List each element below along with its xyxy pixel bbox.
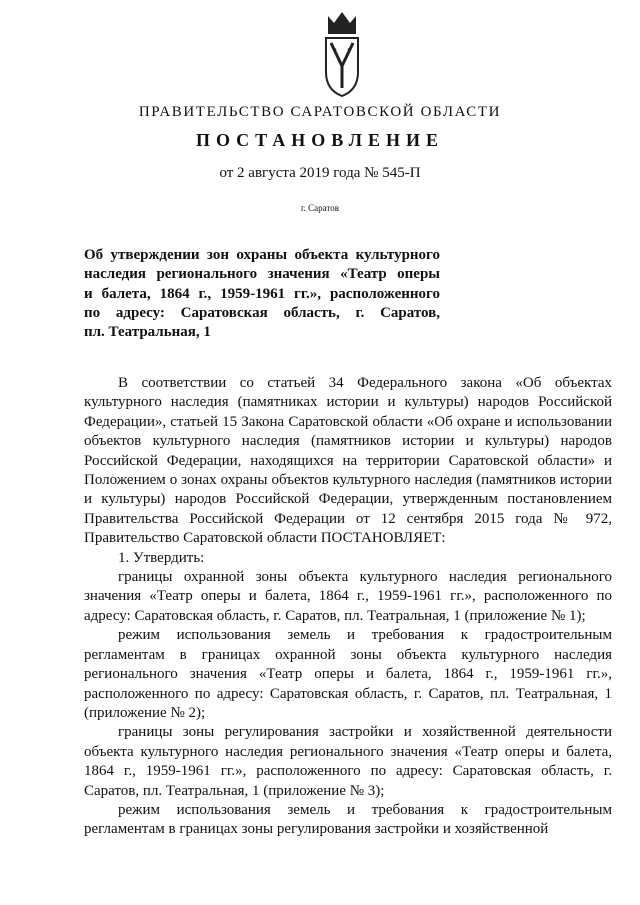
saratov-coat-of-arms-emblem [322, 10, 362, 98]
document-body [84, 374, 612, 840]
body-paragraph: границы охранной зоны объекта культурного наследия регионального значения «Театр оперы и балета, 1864 г., 1959-1961 гг.», расположенного по адресу: Саратовская область, г. Саратов, пл. Театральная, 1 (приложение № 1); [84, 569, 612, 624]
subject-line: по адресу: Саратовская область, г. Саратов, [84, 304, 440, 321]
document-type-title: ПОСТАНОВЛЕНИЕ [195, 130, 445, 150]
document-subject [84, 246, 440, 342]
body-paragraph: границы зоны регулирования застройки и хозяйственной деятельности объекта культурного наследия регионального значения «Театр оперы и балета, 1864 г., 1959-1961 гг.», расположенного по адресу: Саратовская область, г. Саратов, пл. Театральная, 1 (приложение № 3); [84, 724, 612, 799]
subject-line: Об утверждении зон охраны объекта культурного [84, 247, 440, 263]
government-name: ПРАВИТЕЛЬСТВО САРАТОВСКОЙ ОБЛАСТИ [138, 104, 502, 120]
resolution-item-1: 1. Утвердить: [118, 549, 205, 566]
subject-line: наследия регионального значения «Театр оперы [84, 266, 440, 283]
subject-line: пл. Театральная, 1 [84, 324, 211, 341]
body-paragraph: режим использования земель и требования к градостроительным регламентам в границах зоны регулирования застройки и хозяйственной [84, 801, 612, 838]
body-paragraph: режим использования земель и требования к градостроительным регламентам в границах охранной зоны объекта культурного наследия регионального значения «Театр оперы и балета, 1864 г., 1959-1961 гг.», расположенного по адресу: Саратовская область, г. Саратов, пл. Театральная, 1 (приложение № 2); [84, 627, 612, 721]
document-date-number: от 2 августа 2019 года № 545-П [219, 165, 421, 181]
document-city: г. Саратов [301, 203, 339, 213]
preamble-paragraph: В соответствии со статьей 34 Федерального закона «Об объектах культурного наследия (памятниках истории и культуры) народов Российской Федерации», статьей 15 Закона Саратовской области «Об охране и использовании объектов культурного наследия (памятников истории и культуры) народов Российской Федерации, находящихся на территории Саратовской области» и Положением о зонах охраны объектов культурного наследия (памятников истории и культуры) народов Российской Федерации, утвержденным постановлением Правительства Российской Федерации от 12 сентября 2015 года № 972, Правительство Саратовской области ПОСТАНОВЛЯЕТ: [84, 375, 612, 547]
subject-line: и балета, 1864 г., 1959-1961 гг.», расположенного [84, 285, 440, 302]
